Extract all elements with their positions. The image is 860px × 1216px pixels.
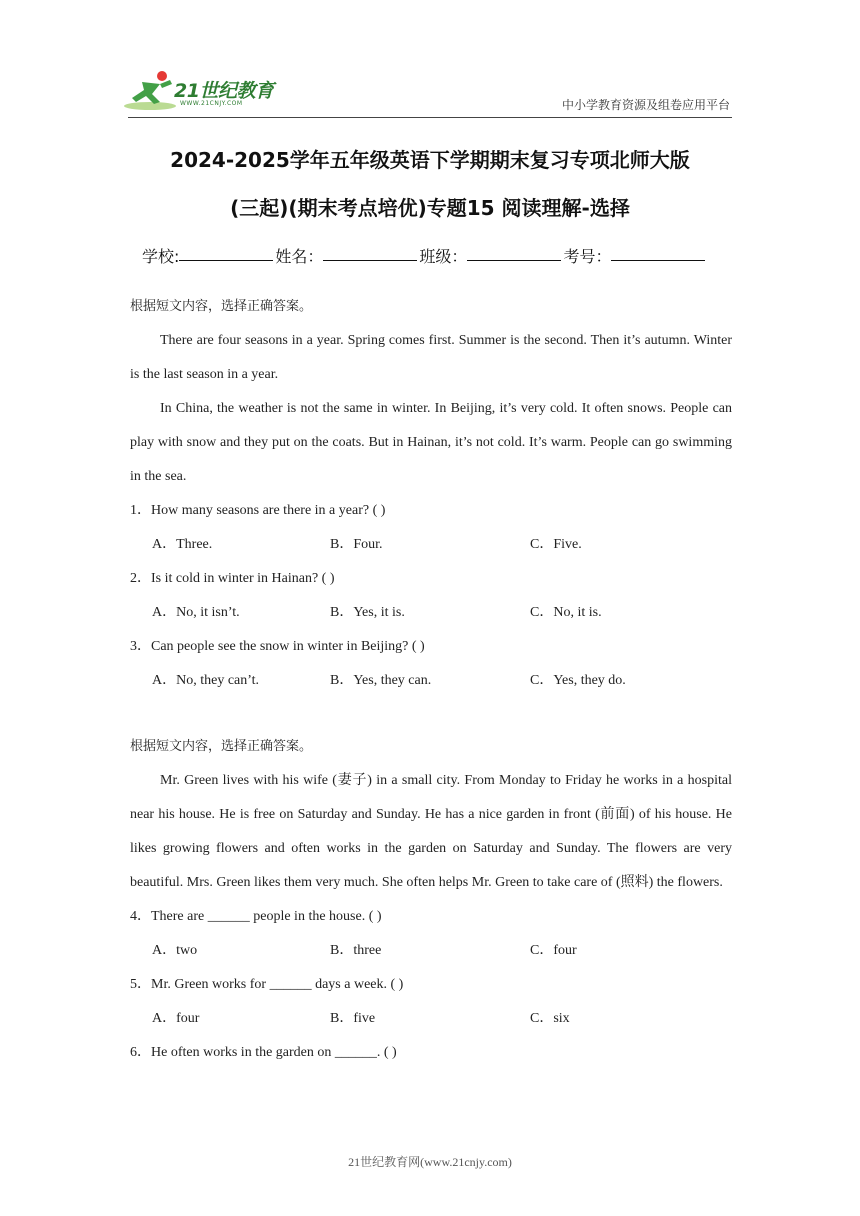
question-5: 5．Mr. Green works for ______ days a week. ( ): [130, 977, 404, 992]
document-title: [120, 136, 740, 232]
platform-name: 中小学教育资源及组卷应用平台: [561, 98, 730, 112]
option-c: C．six: [530, 1011, 570, 1026]
option-b: B．five: [330, 1011, 376, 1026]
page-footer: 21世纪教育网(www.21cnjy.com): [348, 1155, 512, 1169]
question-2: 2．Is it cold in winter in Hainan? ( ): [130, 571, 335, 586]
logo: [122, 68, 292, 114]
question-6: 6．He often works in the garden on ______. ( ): [130, 1045, 397, 1060]
logo-text: 21世纪教育: [174, 80, 274, 102]
option-a: A．four: [152, 1011, 200, 1026]
option-b: B．Four.: [330, 537, 383, 552]
page-header: [0, 0, 860, 120]
school-blank[interactable]: [179, 244, 273, 261]
question-1: 1．How many seasons are there in a year? ( ): [130, 503, 386, 518]
header-divider: [128, 117, 732, 118]
runner-logo-icon: [122, 68, 182, 114]
question-1-options: [130, 528, 732, 562]
section1-paragraph-1: There are four seasons in a year. Spring comes first. Summer is the second. Then it’s autumn. Winter is the last season in a year.: [130, 333, 732, 382]
section2-instruction: 根据短文内容，选择正确答案。: [130, 739, 313, 754]
question-3-options: [130, 664, 732, 698]
section1-paragraph-2: In China, the weather is not the same in winter. In Beijing, it’s very cold. It often snows. People can play with snow and they put on the coats. But in Hainan, it’s not cold. It’s warm. People can go swimming in the sea.: [130, 401, 732, 484]
option-a: A．No, they can’t.: [152, 673, 260, 688]
class-blank[interactable]: [467, 244, 561, 261]
school-label: 学校:: [142, 247, 180, 266]
number-label: 考号：: [563, 247, 612, 266]
question-4: 4．There are ______ people in the house. ( ): [130, 909, 382, 924]
student-info-row: [142, 244, 707, 267]
option-c: C．No, it is.: [530, 605, 602, 620]
title-line-1: 2024-2025学年五年级英语下学期期末复习专项北师大版: [170, 148, 690, 172]
number-blank[interactable]: [611, 244, 705, 261]
question-3: 3．Can people see the snow in winter in Beijing? ( ): [130, 639, 425, 654]
option-b: B．three: [330, 943, 382, 958]
question-2-options: [130, 596, 732, 630]
option-b: B．Yes, they can.: [330, 673, 432, 688]
question-5-options: [130, 1002, 732, 1036]
document-body: [130, 290, 732, 1070]
section-gap: [130, 698, 732, 730]
name-label: 姓名：: [275, 247, 324, 266]
option-c: C．Yes, they do.: [530, 673, 626, 688]
option-a: A．two: [152, 943, 198, 958]
logo-url: WWW.21CNJY.COM: [180, 100, 243, 107]
option-a: A．No, it isn’t.: [152, 605, 240, 620]
section2-paragraph-1: Mr. Green lives with his wife (妻子) in a small city. From Monday to Friday he works in a hospital near his house. He is free on Saturday and Sunday. He has a nice garden in front (前面) of his house. He likes growing flowers and often works in the garden on Saturday and Sunday. The flowers are very beautiful. Mrs. Green likes them very much. She often helps Mr. Green to take care of (照料) the flowers.: [130, 773, 732, 890]
option-c: C．four: [530, 943, 577, 958]
option-c: C．Five.: [530, 537, 582, 552]
option-a: A．Three.: [152, 537, 213, 552]
class-label: 班级：: [419, 247, 468, 266]
title-line-2: (三起)(期末考点培优)专题15 阅读理解-选择: [230, 196, 630, 220]
name-blank[interactable]: [323, 244, 417, 261]
option-b: B．Yes, it is.: [330, 605, 405, 620]
question-4-options: [130, 934, 732, 968]
section1-instruction: 根据短文内容，选择正确答案。: [130, 299, 313, 314]
